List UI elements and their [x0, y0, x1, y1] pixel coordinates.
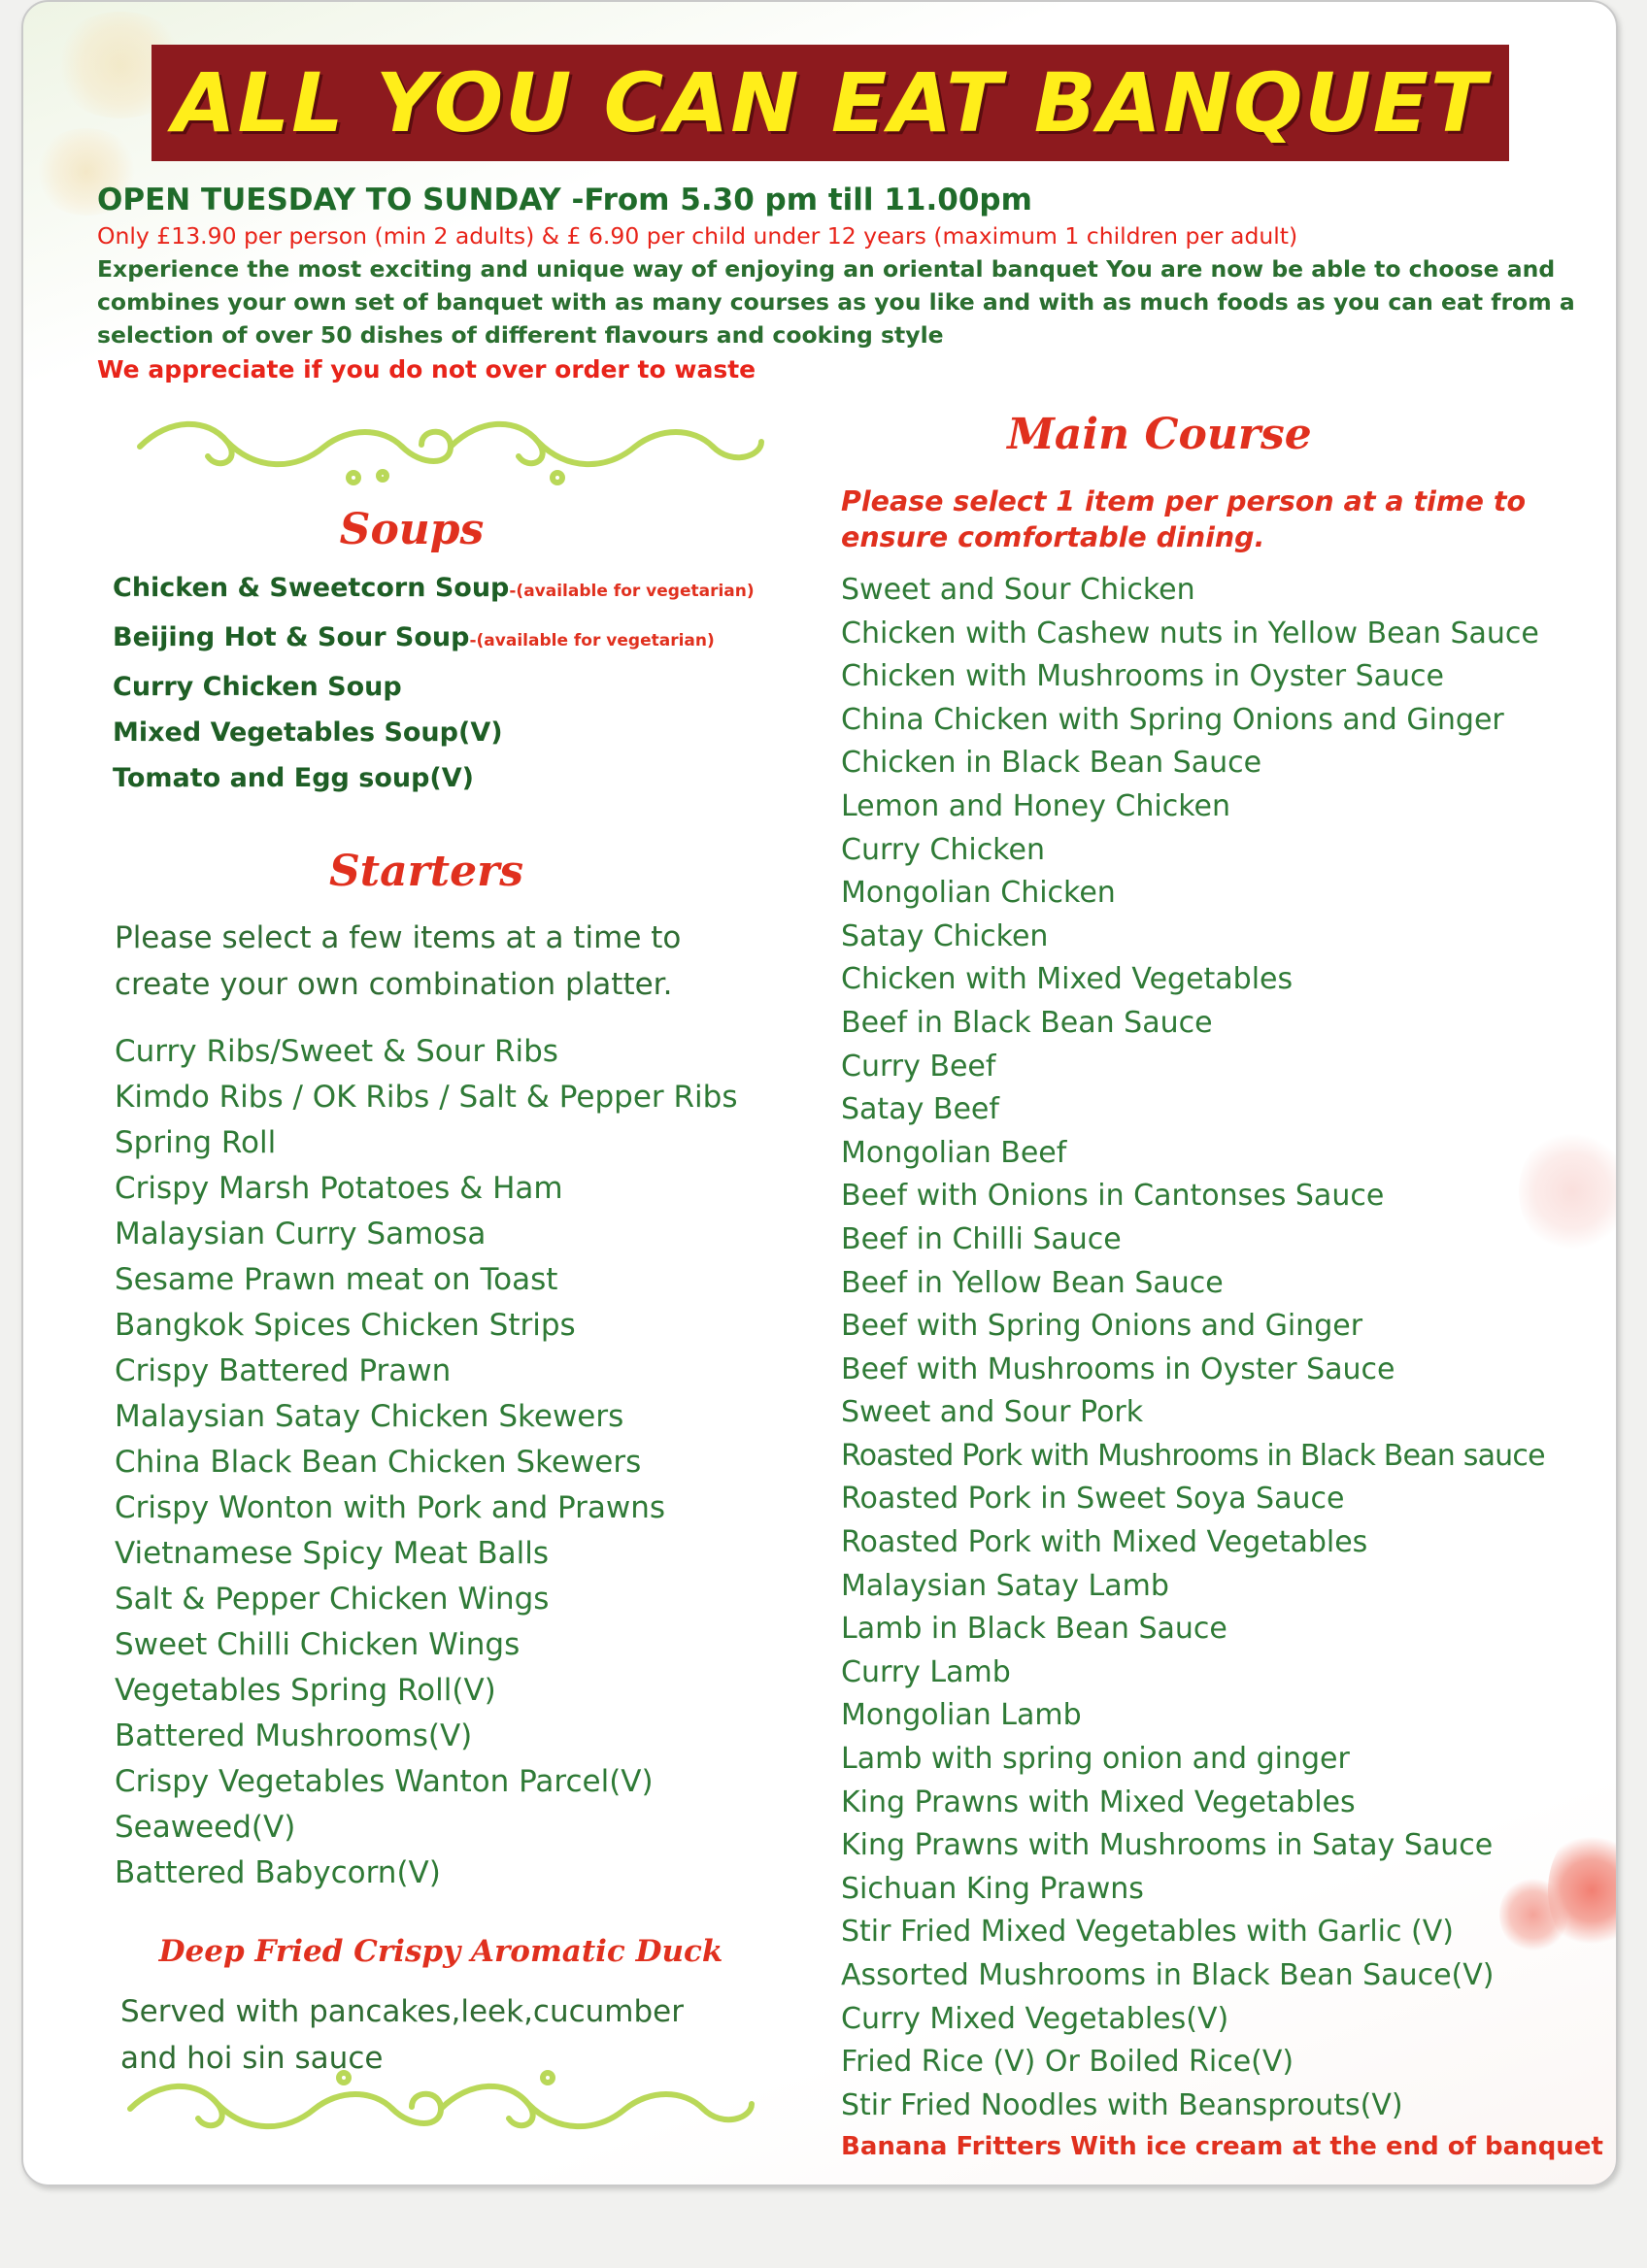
main-course-item: Lemon and Honey Chicken	[841, 788, 1230, 823]
starter-item: Seaweed(V)	[115, 1810, 296, 1845]
main-course-item: Mongolian Lamb	[841, 1698, 1082, 1733]
main-course-item: Chicken in Black Bean Sauce	[841, 746, 1262, 781]
main-course-item: Beef in Chilli Sauce	[841, 1221, 1122, 1256]
soups-heading: Soups	[339, 505, 485, 554]
main-course-item: King Prawns with Mixed Vegetables	[841, 1784, 1356, 1819]
scroll-ornament-bottom	[120, 2070, 761, 2148]
main-course-item: Curry Mixed Vegetables(V)	[841, 2001, 1229, 2036]
starter-item: Bangkok Spices Chicken Strips	[115, 1308, 576, 1343]
main-course-item: Roasted Pork with Mixed Vegetables	[841, 1525, 1368, 1560]
starter-item: Spring Roll	[115, 1125, 277, 1160]
starter-item: Battered Babycorn(V)	[115, 1855, 441, 1890]
starter-item: Vegetables Spring Roll(V)	[115, 1673, 496, 1708]
soup-item: Curry Chicken Soup	[113, 672, 402, 702]
soup-item: Beijing Hot & Sour Soup-(available for vegetarian)	[113, 622, 715, 652]
main-course-instruction-line-2: ensure comfortable dining.	[841, 521, 1265, 553]
duck-description-line-1: Served with pancakes,leek,cucumber	[120, 1994, 684, 2029]
starter-item: Sweet Chilli Chicken Wings	[115, 1627, 521, 1662]
waste-notice: We appreciate if you do not over order to waste	[97, 355, 756, 384]
starter-item: Malaysian Curry Samosa	[115, 1217, 487, 1251]
main-course-item: Beef in Black Bean Sauce	[841, 1005, 1213, 1040]
starter-item: Sesame Prawn meat on Toast	[115, 1262, 558, 1297]
soups-list	[113, 565, 822, 801]
main-course-item: Satay Chicken	[841, 918, 1049, 953]
main-course-item: Stir Fried Noodles with Beansprouts(V)	[841, 2087, 1403, 2122]
pricing-text: Only £13.90 per person (min 2 adults) & £ 6.90 per child under 12 years (maximum 1 children per adult)	[97, 222, 1298, 250]
opening-hours: OPEN TUESDAY TO SUNDAY -From 5.30 pm till 11.00pm	[97, 183, 1032, 217]
page-title: ALL YOU CAN EAT BANQUET	[172, 55, 1489, 150]
starter-item: Crispy Wonton with Pork and Prawns	[115, 1490, 666, 1525]
description-line-3: selection of over 50 dishes of different flavours and cooking style	[97, 321, 944, 349]
starter-item: Curry Ribs/Sweet & Sour Ribs	[115, 1034, 558, 1069]
main-course-item: Beef in Yellow Bean Sauce	[841, 1265, 1224, 1300]
main-course-item: King Prawns with Mushrooms in Satay Sauce	[841, 1828, 1494, 1863]
main-course-item: Curry Beef	[841, 1049, 996, 1084]
main-course-item: Curry Lamb	[841, 1654, 1011, 1689]
soup-item: Chicken & Sweetcorn Soup-(available for vegetarian)	[113, 573, 755, 603]
main-course-item: Curry Chicken	[841, 832, 1045, 867]
main-course-item: Chicken with Cashew nuts in Yellow Bean Sauce	[841, 616, 1539, 650]
title-banner	[151, 45, 1509, 161]
main-course-item: Chicken with Mushrooms in Oyster Sauce	[841, 659, 1444, 694]
starters-intro-line-1: Please select a few items at a time to	[115, 920, 682, 955]
starters-intro-line-2: create your own combination platter.	[115, 967, 673, 1002]
starter-item: Battered Mushrooms(V)	[115, 1718, 473, 1753]
main-course-item: Beef with Spring Onions and Ginger	[841, 1309, 1363, 1344]
main-course-block	[841, 484, 1618, 2166]
starter-item: Salt & Pepper Chicken Wings	[115, 1582, 550, 1617]
description-line-2: combines your own set of banquet with as many courses as you like and with as much foods as you can eat from a	[97, 288, 1575, 316]
soup-item: Tomato and Egg soup(V)	[113, 763, 475, 793]
starter-item: Crispy Battered Prawn	[115, 1353, 452, 1388]
main-course-item: Stir Fried Mixed Vegetables with Garlic (V)	[841, 1915, 1454, 1950]
main-course-item: Sweet and Sour Chicken	[841, 573, 1195, 607]
starter-item: Kimdo Ribs / OK Ribs / Salt & Pepper Ribs	[115, 1080, 738, 1115]
soup-item: Mixed Vegetables Soup(V)	[113, 717, 503, 748]
main-course-item: Chicken with Mixed Vegetables	[841, 962, 1294, 997]
starter-item: Crispy Marsh Potatoes & Ham	[115, 1171, 563, 1206]
main-course-item: Mongolian Chicken	[841, 876, 1116, 911]
main-course-item: Satay Beef	[841, 1092, 999, 1127]
main-course-item: Sichuan King Prawns	[841, 1871, 1144, 1906]
duck-heading: Deep Fried Crispy Aromatic Duck	[158, 1934, 723, 1969]
main-course-heading: Main Course	[1007, 410, 1312, 459]
description-line-1: Experience the most exciting and unique way of enjoying an oriental banquet You are now be able to choose and	[97, 255, 1556, 283]
starters-heading: Starters	[328, 847, 524, 896]
main-course-item: Roasted Pork with Mushrooms in Black Bean sauce	[841, 1438, 1545, 1473]
main-course-item: Sweet and Sour Pork	[841, 1395, 1144, 1430]
starters-block	[115, 915, 824, 1896]
duck-description-line-2: and hoi sin sauce	[120, 2041, 384, 2076]
starter-item: Vietnamese Spicy Meat Balls	[115, 1536, 550, 1571]
menu-card	[21, 0, 1618, 2186]
main-course-item: Lamb in Black Bean Sauce	[841, 1612, 1227, 1647]
scroll-ornament-top	[130, 408, 771, 485]
dessert-note: Banana Fritters With ice cream at the end of banquet	[841, 2132, 1603, 2162]
main-course-item: Assorted Mushrooms in Black Bean Sauce(V)	[841, 1958, 1495, 1992]
main-course-item: China Chicken with Spring Onions and Ginger	[841, 702, 1504, 737]
main-course-item: Mongolian Beef	[841, 1135, 1067, 1170]
main-course-item: Lamb with spring onion and ginger	[841, 1742, 1350, 1777]
main-course-item: Roasted Pork in Sweet Soya Sauce	[841, 1482, 1345, 1517]
starter-item: Malaysian Satay Chicken Skewers	[115, 1399, 624, 1434]
intro-block	[97, 181, 1593, 388]
main-course-item: Beef with Onions in Cantonses Sauce	[841, 1179, 1385, 1214]
duck-block	[120, 1988, 829, 2082]
starter-item: China Black Bean Chicken Skewers	[115, 1445, 642, 1480]
main-course-item: Malaysian Satay Lamb	[841, 1568, 1169, 1603]
starter-item: Crispy Vegetables Wanton Parcel(V)	[115, 1764, 654, 1799]
main-course-instruction-line-1: Please select 1 item per person at a time to	[841, 485, 1527, 517]
main-course-item: Fried Rice (V) Or Boiled Rice(V)	[841, 2045, 1294, 2080]
main-course-item: Beef with Mushrooms in Oyster Sauce	[841, 1351, 1395, 1386]
